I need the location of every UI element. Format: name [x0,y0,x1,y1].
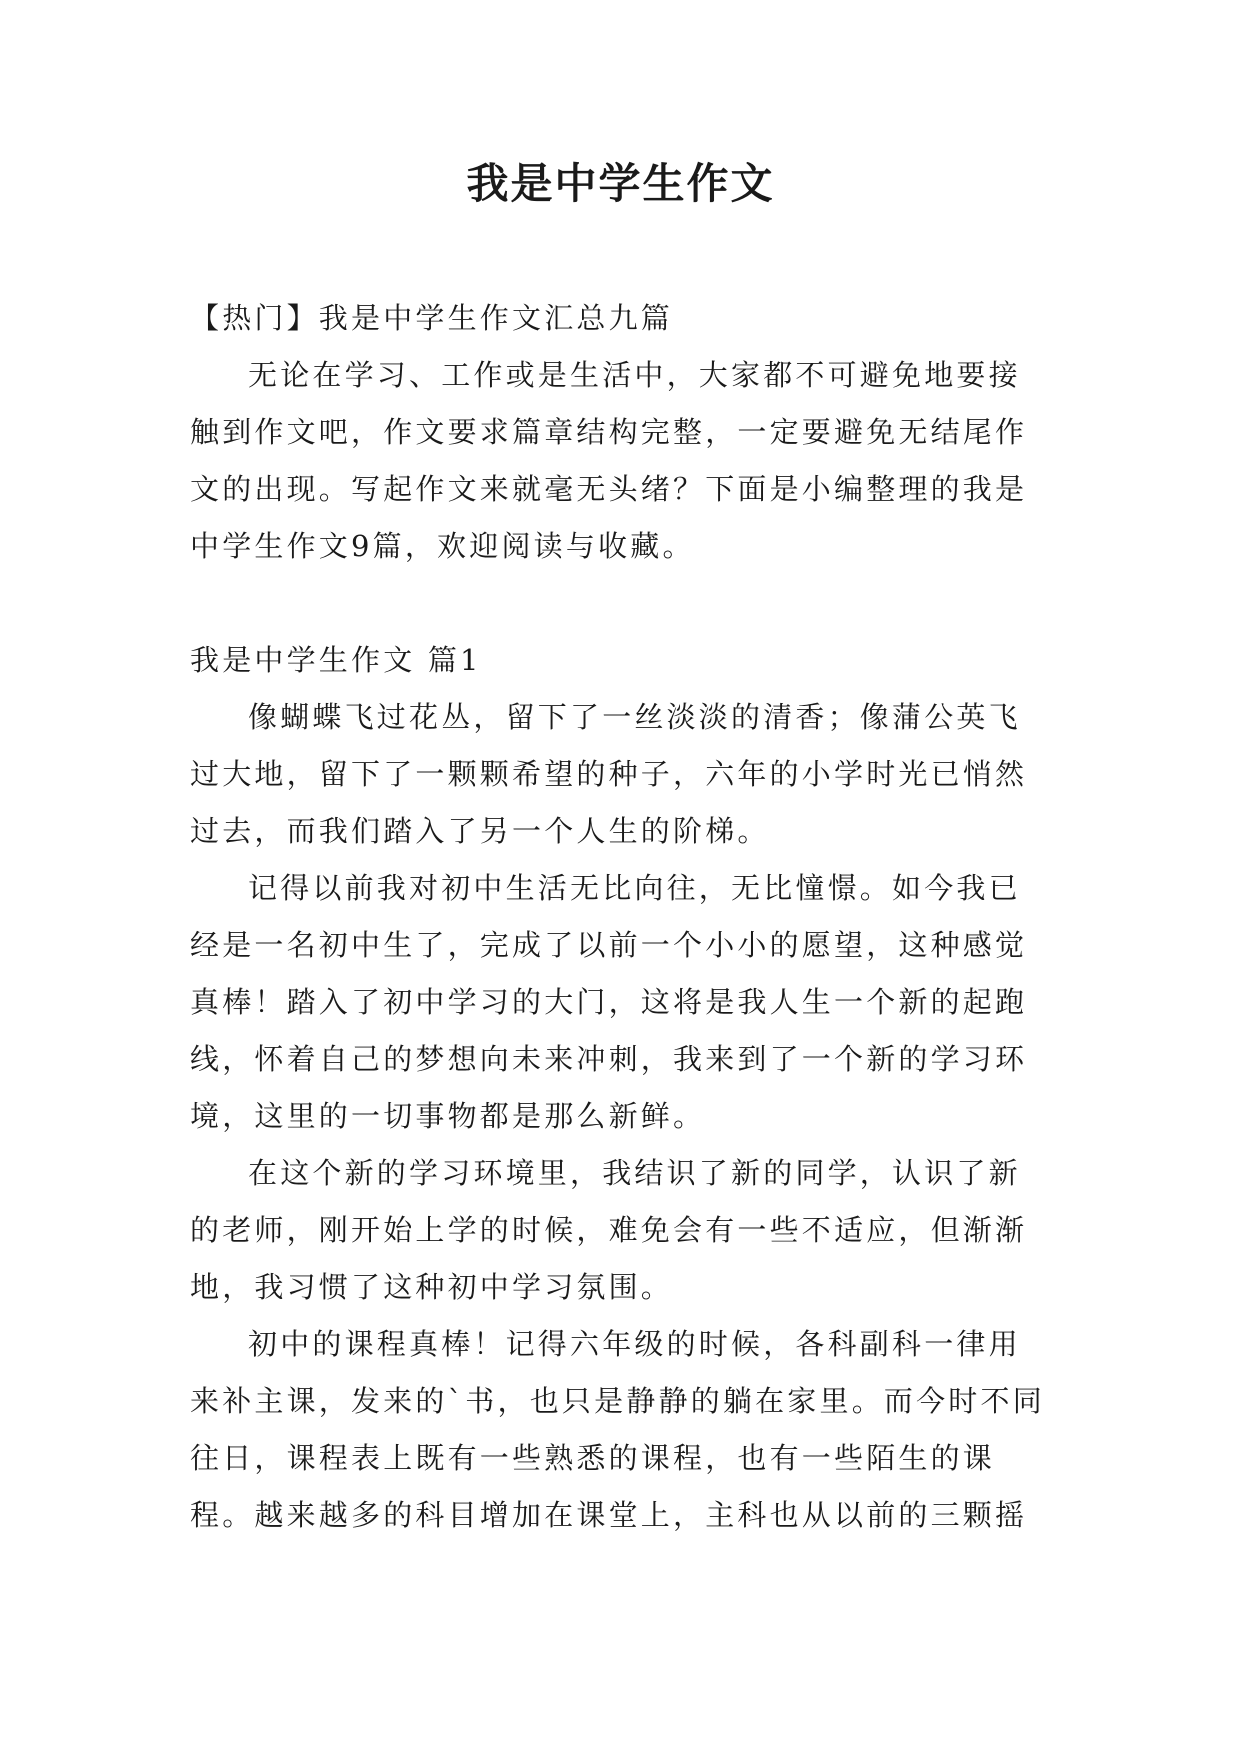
document-subtitle: 【热门】我是中学生作文汇总九篇 [190,301,674,335]
body-paragraph: 记得以前我对初中生活无比向往，无比憧憬。如今我已经是一名初中生了，完成了以前一个小小的愿望，这种感觉真棒！踏入了初中学习的大门，这将是我人生一个新的起跑线，怀着自己的梦想向未来冲刺，我来到了一个新的学习环境，这里的一切事物都是那么新鲜。 [190,871,1028,1133]
body-paragraph: 初中的课程真棒！记得六年级的时候，各科副科一律用来补主课，发来的`书，也只是静静的躺在家里。而今时不同往日，课程表上既有一些熟悉的课程，也有一些陌生的课程。越来越多的科目增加在课堂上，主科也从以前的三颗摇 [190,1327,1045,1532]
body-paragraph: 在这个新的学习环境里，我结识了新的同学，认识了新的老师，刚开始上学的时候，难免会有一些不适应，但渐渐地，我习惯了这种初中学习氛围。 [190,1156,1028,1304]
document-body [190,290,1050,1544]
body-paragraph: 像蝴蝶飞过花丛，留下了一丝淡淡的清香；像蒲公英飞过大地，留下了一颗颗希望的种子，六年的小学时光已悄然过去，而我们踏入了另一个人生的阶梯。 [190,700,1028,848]
page-title: 我是中学生作文 [466,159,775,208]
intro-paragraph: 无论在学习、工作或是生活中，大家都不可避免地要接触到作文吧，作文要求篇章结构完整，一定要避免无结尾作文的出现。写起作文来就毫无头绪？下面是小编整理的我是中学生作文9篇，欢迎阅读与收藏。 [190,358,1028,563]
section-heading: 我是中学生作文 篇1 [190,643,482,677]
